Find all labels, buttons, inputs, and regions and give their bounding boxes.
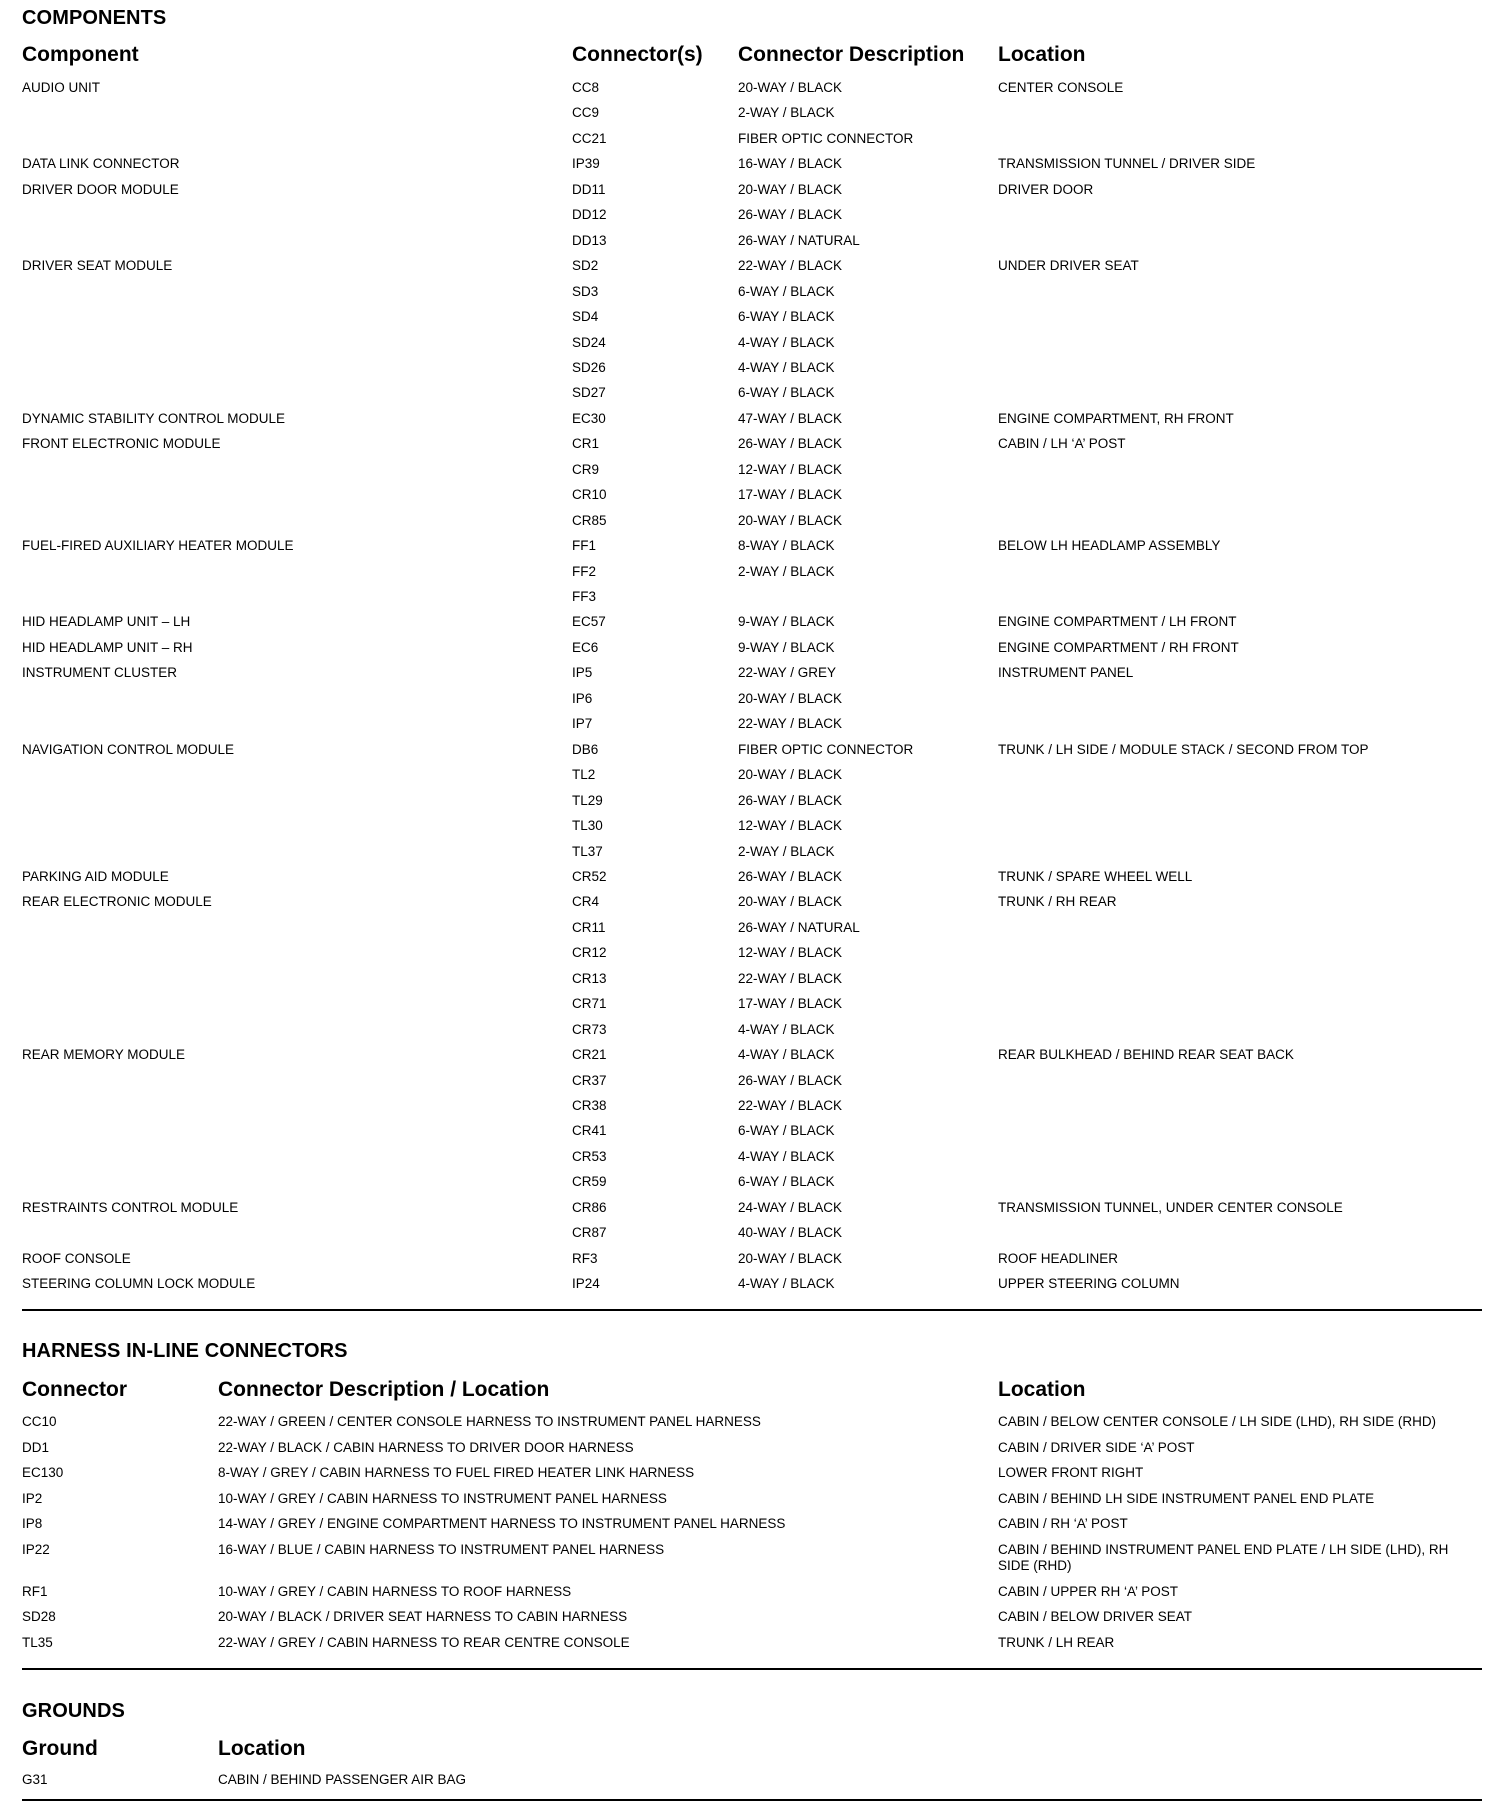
table-row — [22, 1635, 1482, 1660]
table-row — [22, 1123, 1482, 1148]
component-name: DRIVER SEAT MODULE — [22, 258, 173, 274]
connector-description: 6-WAY / BLACK — [738, 385, 835, 401]
table-row — [22, 716, 1482, 741]
table-row — [22, 742, 1482, 767]
table-row — [22, 1542, 1482, 1573]
table-row — [22, 156, 1482, 181]
connector-description: 6-WAY / BLACK — [738, 1174, 835, 1190]
connector-id: FF2 — [572, 563, 597, 579]
table-row — [22, 1225, 1482, 1250]
connector-id: DD12 — [572, 207, 607, 223]
connector-id: IP24 — [572, 1276, 600, 1292]
connector-id: FF1 — [572, 538, 597, 554]
table-row — [22, 894, 1482, 919]
connector-id: EC130 — [22, 1465, 64, 1481]
table-row — [22, 284, 1482, 309]
connector-location: CABIN / BELOW DRIVER SEAT — [998, 1609, 1193, 1625]
component-location: CABIN / LH ‘A’ POST — [998, 436, 1126, 452]
connector-id: CR85 — [572, 512, 607, 528]
connector-id: DD11 — [572, 181, 606, 197]
component-name: REAR ELECTRONIC MODULE — [22, 894, 212, 910]
connector-id: CR4 — [572, 894, 600, 910]
table-row — [22, 691, 1482, 716]
connector-location: CABIN / RH ‘A’ POST — [998, 1516, 1128, 1532]
connector-description: 12-WAY / BLACK — [738, 945, 843, 961]
table-row — [22, 818, 1482, 843]
component-location: TRUNK / LH SIDE / MODULE STACK / SECOND FROM TOP — [998, 741, 1369, 757]
table-row — [22, 1772, 1482, 1797]
connector-id: IP5 — [572, 665, 593, 681]
component-location: INSTRUMENT PANEL — [998, 665, 1134, 681]
connector-description: 9-WAY / BLACK — [738, 614, 835, 630]
connector-description: 10-WAY / GREY / CABIN HARNESS TO ROOF HARNESS — [218, 1583, 572, 1599]
ground-location: CABIN / BEHIND PASSENGER AIR BAG — [218, 1772, 467, 1787]
connector-description: 26-WAY / BLACK — [738, 1072, 843, 1088]
components-header-connectors: Connector(s) — [572, 43, 703, 66]
connector-description: 6-WAY / BLACK — [738, 309, 835, 325]
table-row — [22, 513, 1482, 538]
connector-id: SD28 — [22, 1609, 56, 1625]
components-header-component: Component — [22, 43, 139, 66]
component-name: ROOF CONSOLE — [22, 1250, 131, 1266]
connector-description: 26-WAY / BLACK — [738, 868, 843, 884]
component-location: CENTER CONSOLE — [998, 80, 1124, 95]
table-row — [22, 436, 1482, 461]
connector-description: 22-WAY / BLACK — [738, 716, 843, 732]
connector-location: CABIN / BEHIND INSTRUMENT PANEL END PLATE / LH SIDE (LHD), RH SIDE (RHD) — [998, 1542, 1449, 1573]
connector-description: 8-WAY / BLACK — [738, 538, 835, 554]
table-row — [22, 1609, 1482, 1634]
component-location: ENGINE COMPARTMENT / RH FRONT — [998, 639, 1239, 655]
connector-description: 12-WAY / BLACK — [738, 461, 843, 477]
connector-id: DD1 — [22, 1439, 50, 1455]
connector-description: 26-WAY / NATURAL — [738, 919, 860, 935]
component-location: TRUNK / RH REAR — [998, 894, 1117, 910]
connector-description: 20-WAY / BLACK — [738, 894, 843, 910]
connector-description: 17-WAY / BLACK — [738, 487, 843, 503]
connector-id: IP7 — [572, 716, 593, 732]
connector-description: 2-WAY / BLACK — [738, 563, 835, 579]
connector-id: TL35 — [22, 1634, 53, 1650]
table-row — [22, 1047, 1482, 1072]
grounds-header-location: Location — [218, 1737, 306, 1760]
connector-id: DB6 — [572, 741, 599, 757]
connector-description: FIBER OPTIC CONNECTOR — [738, 741, 914, 757]
connector-description: 24-WAY / BLACK — [738, 1199, 843, 1215]
component-name: PARKING AID MODULE — [22, 868, 169, 884]
component-name: NAVIGATION CONTROL MODULE — [22, 741, 235, 757]
connector-description: 16-WAY / BLUE / CABIN HARNESS TO INSTRUMENT PANEL HARNESS — [218, 1542, 665, 1557]
table-row — [22, 105, 1482, 130]
connector-description: 26-WAY / BLACK — [738, 792, 843, 808]
connector-description: 17-WAY / BLACK — [738, 996, 843, 1012]
connector-description: 4-WAY / BLACK — [738, 359, 835, 375]
component-name: HID HEADLAMP UNIT – LH — [22, 614, 191, 630]
components-section-title: COMPONENTS — [22, 7, 167, 29]
connector-description: 12-WAY / BLACK — [738, 818, 843, 834]
connector-description: 9-WAY / BLACK — [738, 639, 835, 655]
ground-id: G31 — [22, 1772, 48, 1787]
table-row — [22, 335, 1482, 360]
connector-description: 20-WAY / BLACK — [738, 181, 843, 197]
connector-description: 20-WAY / BLACK — [738, 767, 843, 783]
connector-id: SD24 — [572, 334, 606, 350]
connector-id: EC57 — [572, 614, 606, 630]
table-row — [22, 385, 1482, 410]
connector-description: 8-WAY / GREY / CABIN HARNESS TO FUEL FIRED HEATER LINK HARNESS — [218, 1465, 695, 1481]
table-row — [22, 1465, 1482, 1490]
table-row — [22, 1200, 1482, 1225]
connector-id: SD3 — [572, 283, 599, 299]
component-location: ROOF HEADLINER — [998, 1250, 1119, 1266]
connector-description: 47-WAY / BLACK — [738, 410, 843, 426]
connector-description: 10-WAY / GREY / CABIN HARNESS TO INSTRUMENT PANEL HARNESS — [218, 1490, 667, 1506]
connector-description: 22-WAY / GREY — [738, 665, 837, 681]
component-location: UPPER STEERING COLUMN — [998, 1276, 1180, 1292]
connector-id: IP6 — [572, 690, 593, 706]
table-row — [22, 920, 1482, 945]
connector-description: FIBER OPTIC CONNECTOR — [738, 130, 914, 146]
connector-id: SD27 — [572, 385, 606, 401]
component-name: HID HEADLAMP UNIT – RH — [22, 639, 193, 655]
connector-id: CR53 — [572, 1148, 607, 1164]
table-row — [22, 360, 1482, 385]
connector-id: TL37 — [572, 843, 603, 859]
connector-description: 22-WAY / BLACK — [738, 1098, 843, 1113]
connector-id: DD13 — [572, 232, 607, 248]
table-row — [22, 411, 1482, 436]
connector-id: CR10 — [572, 487, 607, 503]
table-row — [22, 1491, 1482, 1516]
component-location: BELOW LH HEADLAMP ASSEMBLY — [998, 538, 1221, 554]
connector-location: LOWER FRONT RIGHT — [998, 1465, 1144, 1481]
table-row — [22, 945, 1482, 970]
table-row — [22, 233, 1482, 258]
connector-description: 26-WAY / NATURAL — [738, 232, 860, 248]
connector-id: CR59 — [572, 1174, 607, 1190]
component-name: DRIVER DOOR MODULE — [22, 181, 179, 197]
connector-description: 20-WAY / BLACK — [738, 690, 843, 706]
component-location: TRANSMISSION TUNNEL / DRIVER SIDE — [998, 156, 1256, 172]
table-row — [22, 614, 1482, 639]
table-row — [22, 589, 1482, 614]
connector-description: 2-WAY / BLACK — [738, 105, 835, 121]
component-name: AUDIO UNIT — [22, 80, 101, 95]
grounds-header-ground: Ground — [22, 1737, 98, 1760]
connector-id: CR37 — [572, 1072, 607, 1088]
component-name: FRONT ELECTRONIC MODULE — [22, 436, 221, 452]
connector-description: 22-WAY / BLACK — [738, 258, 843, 274]
connector-id: CR86 — [572, 1199, 607, 1215]
harness-header-connector: Connector — [22, 1378, 127, 1401]
table-row — [22, 1584, 1482, 1609]
table-row — [22, 869, 1482, 894]
table-row — [22, 793, 1482, 818]
connector-id: CR11 — [572, 919, 606, 935]
harness-section-title: HARNESS IN-LINE CONNECTORS — [22, 1340, 348, 1362]
connector-id: CR71 — [572, 996, 607, 1012]
connector-location: CABIN / BEHIND LH SIDE INSTRUMENT PANEL END PLATE — [998, 1490, 1375, 1506]
component-location: DRIVER DOOR — [998, 181, 1094, 197]
connector-description: 26-WAY / BLACK — [738, 436, 843, 452]
table-row — [22, 487, 1482, 512]
table-row — [22, 1174, 1482, 1199]
component-location: UNDER DRIVER SEAT — [998, 258, 1139, 274]
table-row — [22, 182, 1482, 207]
table-row — [22, 1149, 1482, 1174]
connector-id: CR12 — [572, 945, 607, 961]
connector-description: 14-WAY / GREY / ENGINE COMPARTMENT HARNESS TO INSTRUMENT PANEL HARNESS — [218, 1516, 786, 1532]
table-row — [22, 1276, 1482, 1301]
connector-id: SD4 — [572, 309, 599, 325]
component-name: STEERING COLUMN LOCK MODULE — [22, 1276, 256, 1292]
grounds-bottom-rule — [22, 1799, 1482, 1801]
table-row — [22, 1022, 1482, 1047]
table-row — [22, 462, 1482, 487]
component-location: REAR BULKHEAD / BEHIND REAR SEAT BACK — [998, 1047, 1294, 1063]
connector-id: CR13 — [572, 970, 607, 986]
connector-id: CR21 — [572, 1047, 607, 1063]
connector-description: 26-WAY / BLACK — [738, 207, 843, 223]
table-row — [22, 131, 1482, 156]
connector-id: CC21 — [572, 130, 607, 146]
connector-id: CC10 — [22, 1414, 57, 1429]
connector-description: 20-WAY / BLACK — [738, 80, 843, 95]
table-row — [22, 258, 1482, 283]
component-location: TRANSMISSION TUNNEL, UNDER CENTER CONSOLE — [998, 1199, 1343, 1215]
component-name: FUEL-FIRED AUXILIARY HEATER MODULE — [22, 538, 294, 554]
component-location: ENGINE COMPARTMENT / LH FRONT — [998, 614, 1237, 630]
connector-id: CR9 — [572, 461, 600, 477]
table-row — [22, 1414, 1482, 1439]
connector-id: RF1 — [22, 1583, 48, 1599]
connector-description: 22-WAY / GREEN / CENTER CONSOLE HARNESS TO INSTRUMENT PANEL HARNESS — [218, 1414, 761, 1429]
table-row — [22, 80, 1482, 105]
connector-description: 4-WAY / BLACK — [738, 1148, 835, 1164]
harness-header-location: Location — [998, 1378, 1086, 1401]
table-row — [22, 207, 1482, 232]
connector-id: CR41 — [572, 1123, 607, 1139]
table-row — [22, 1440, 1482, 1465]
connector-description: 22-WAY / GREY / CABIN HARNESS TO REAR CENTRE CONSOLE — [218, 1634, 630, 1650]
components-header-location: Location — [998, 43, 1086, 66]
connector-description: 16-WAY / BLACK — [738, 156, 843, 172]
connector-id: FF3 — [572, 589, 597, 604]
connector-description: 2-WAY / BLACK — [738, 843, 835, 859]
connector-description: 4-WAY / BLACK — [738, 1021, 835, 1037]
connector-id: EC30 — [572, 410, 606, 426]
connector-id: TL2 — [572, 767, 596, 783]
component-name: DATA LINK CONNECTOR — [22, 156, 180, 172]
connector-id: IP22 — [22, 1542, 50, 1557]
grounds-section-title: GROUNDS — [22, 1700, 125, 1722]
component-name: RESTRAINTS CONTROL MODULE — [22, 1199, 239, 1215]
connector-description: 20-WAY / BLACK — [738, 1250, 843, 1266]
connector-id: CR1 — [572, 436, 600, 452]
component-name: INSTRUMENT CLUSTER — [22, 665, 178, 681]
component-location: ENGINE COMPARTMENT, RH FRONT — [998, 410, 1234, 426]
connector-id: CR38 — [572, 1098, 607, 1113]
component-name: DYNAMIC STABILITY CONTROL MODULE — [22, 410, 286, 426]
component-location: TRUNK / SPARE WHEEL WELL — [998, 868, 1193, 884]
table-row — [22, 844, 1482, 869]
connector-description: 4-WAY / BLACK — [738, 334, 835, 350]
table-row — [22, 1073, 1482, 1098]
connector-description: 4-WAY / BLACK — [738, 1276, 835, 1292]
connector-description: 4-WAY / BLACK — [738, 1047, 835, 1063]
connector-id: SD2 — [572, 258, 599, 274]
connector-id: CR87 — [572, 1225, 607, 1241]
table-row — [22, 996, 1482, 1021]
connector-id: CR73 — [572, 1021, 607, 1037]
component-name: REAR MEMORY MODULE — [22, 1047, 186, 1063]
connector-id: IP8 — [22, 1516, 43, 1532]
connector-id: EC6 — [572, 639, 599, 655]
connector-id: SD26 — [572, 359, 606, 375]
table-row — [22, 1251, 1482, 1276]
connector-description: 6-WAY / BLACK — [738, 283, 835, 299]
connector-id: TL30 — [572, 818, 603, 834]
harness-header-description: Connector Description / Location — [218, 1378, 550, 1401]
connector-description: 22-WAY / BLACK / CABIN HARNESS TO DRIVER DOOR HARNESS — [218, 1439, 634, 1455]
connector-location: CABIN / DRIVER SIDE ‘A’ POST — [998, 1439, 1195, 1455]
connector-id: CR52 — [572, 868, 607, 884]
harness-bottom-rule — [22, 1668, 1482, 1670]
table-row — [22, 564, 1482, 589]
table-row — [22, 1098, 1482, 1123]
connector-id: CC8 — [572, 80, 600, 95]
connector-description: 20-WAY / BLACK / DRIVER SEAT HARNESS TO CABIN HARNESS — [218, 1609, 628, 1625]
connector-location: TRUNK / LH REAR — [998, 1634, 1115, 1650]
connector-description: 40-WAY / BLACK — [738, 1225, 843, 1241]
table-row — [22, 665, 1482, 690]
connector-description: 22-WAY / BLACK — [738, 970, 843, 986]
connector-id: IP39 — [572, 156, 600, 172]
table-row — [22, 309, 1482, 334]
connector-id: IP2 — [22, 1490, 43, 1506]
components-header-description: Connector Description — [738, 43, 965, 66]
connector-id: RF3 — [572, 1250, 598, 1266]
connector-location: CABIN / UPPER RH ‘A’ POST — [998, 1583, 1179, 1599]
table-row — [22, 538, 1482, 563]
components-bottom-rule — [22, 1309, 1482, 1311]
table-row — [22, 640, 1482, 665]
connector-id: TL29 — [572, 792, 603, 808]
connector-id: CC9 — [572, 105, 600, 121]
connector-description: 20-WAY / BLACK — [738, 512, 843, 528]
connector-location: CABIN / BELOW CENTER CONSOLE / LH SIDE (LHD), RH SIDE (RHD) — [998, 1414, 1437, 1429]
table-row — [22, 1516, 1482, 1541]
table-row — [22, 767, 1482, 792]
connector-description: 6-WAY / BLACK — [738, 1123, 835, 1139]
table-row — [22, 971, 1482, 996]
